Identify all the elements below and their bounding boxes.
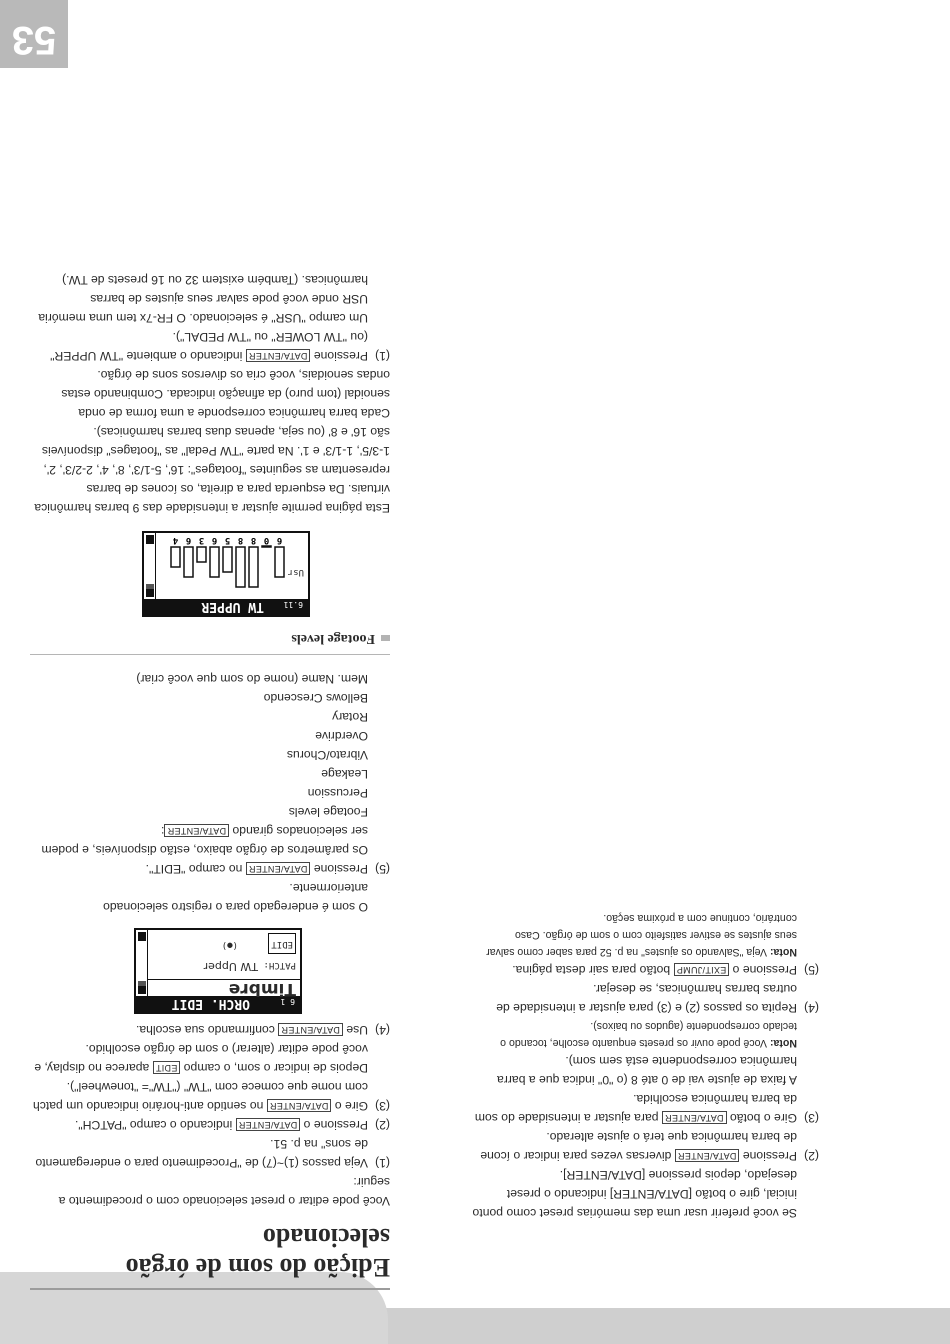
left-step-5 — [468, 960, 819, 979]
step-3-note — [468, 1017, 819, 1051]
step-text: Repita os passos (2) e (3) para ajustar a intensidade de outras barras harmônicas, se desejar. — [496, 982, 797, 1015]
right-step-1 — [30, 1134, 390, 1172]
step-text: diversas vezes para indicar o ícone de barra harmônica que terá o ajuste alterado. — [480, 1130, 797, 1163]
drawbar-level: 0 — [263, 535, 270, 545]
drawbar — [223, 547, 232, 572]
drawbar-level: 8 — [237, 535, 244, 545]
scroll-thumb — [146, 584, 154, 589]
data-enter-key: DATA/ENTER — [246, 349, 311, 362]
step-text: aparece no display, e você pode editar (alterar) o som de órgão escolhido. — [34, 1042, 368, 1075]
footage-body-2: Cada barra harmônica corresponde a uma forma de onda senoidal (tom puro) da afinação indicada. Combinando estas ondas senoidais, você cria os diversos sons de órgão. — [61, 368, 390, 420]
edit-key: EDIT — [153, 1061, 181, 1074]
param-item: Vibrato/Chorus — [286, 748, 368, 762]
scroll-thumb — [138, 981, 146, 986]
step-4-result: O som é enderegado para o registro selecionado anteriormente. — [103, 881, 368, 914]
data-enter-key: DATA/ENTER — [662, 1111, 727, 1124]
param-list — [30, 669, 390, 821]
lcd-title-bar — [144, 599, 308, 615]
lcd-edit-field: EDIT — [268, 933, 296, 954]
step-text: botão para sair desta página. — [512, 963, 671, 977]
step-text: Pressione — [313, 862, 368, 876]
data-enter-key: DATA/ENTER — [278, 1023, 343, 1036]
footage-step-1 — [30, 327, 390, 365]
step-number: (4) — [375, 1023, 390, 1037]
step-text: para ajustar a intensidade do som da barra harmônica escolhida. — [474, 1092, 797, 1125]
step-number: (5) — [375, 862, 390, 876]
drawbar-level: 8 — [250, 535, 257, 545]
right-step-5 — [30, 859, 390, 878]
step-number: (5) — [804, 963, 819, 977]
param-item: Footage levels — [288, 805, 368, 819]
page-number: 53 — [11, 18, 57, 62]
drawbar-level: 4 — [172, 535, 179, 545]
subsection-rule — [30, 654, 390, 655]
lcd-code: 6 1 — [280, 997, 295, 1006]
section-intro: Você pode editar o preset selecionado com o procedimento a seguir: — [58, 1175, 390, 1208]
drawbar-level: 6 — [185, 535, 192, 545]
left-step-3 — [468, 1089, 819, 1127]
drawbar — [210, 547, 219, 577]
exit-jump-key: EXIT/JUMP — [674, 963, 730, 976]
left-step-4 — [468, 979, 819, 1017]
left-step-2 — [468, 1127, 819, 1165]
step-text: confirmando sua escolha. — [135, 1023, 275, 1037]
lcd-field-label: PATCH: — [263, 960, 296, 970]
step-text: indicando o ambiente "TW UPPER" (ou "TW LOWER" ou "TW PEDAL"). — [50, 330, 368, 363]
step-number: (3) — [375, 1099, 390, 1113]
right-step-4 — [30, 1020, 390, 1039]
subsection-title: Footage levels — [291, 631, 375, 646]
drawbar — [197, 547, 206, 562]
drawbar-level: 6 — [276, 535, 283, 545]
left-column — [468, 909, 819, 1222]
data-enter-key: DATA/ENTER — [675, 1149, 740, 1162]
lcd-scrollbar — [136, 930, 148, 996]
drawbar — [262, 546, 271, 547]
step-text: no campo "EDIT". — [145, 862, 243, 876]
param-item: Rotary — [332, 710, 368, 724]
param-item: Mem. Name (nome do som que você criar) — [136, 672, 368, 686]
drawbar — [249, 547, 258, 587]
step-text: indicando o campo "PATCH". — [74, 1118, 233, 1132]
step-number: (1) — [375, 1156, 390, 1170]
data-enter-key: DATA/ENTER — [236, 1118, 301, 1131]
drawbar — [171, 547, 180, 567]
drawbar-level: 3 — [198, 535, 205, 545]
step-text: Gire o botão — [729, 1111, 797, 1125]
lcd-title: ORCH. EDIT — [171, 996, 250, 1011]
lcd-tw-upper — [142, 531, 310, 617]
drawbar — [184, 547, 193, 577]
drawbar-level: 5 — [224, 535, 231, 545]
step-text: Pressione — [742, 1149, 797, 1163]
step-text: Os parâmetros de órgão abaixo, estão disponíveis, e podem ser selecionados girando — [41, 824, 368, 857]
step-text: Pressione o — [303, 1118, 368, 1132]
step-3-detail — [30, 1039, 390, 1077]
footage-step-1-detail: Um campo "USR" é selecionado. O FR-7x tem uma memória USR onde você pode salvar seus ajustes de barras harmônicas. (Também existem 32 ou 16 presets de TW.) — [38, 273, 368, 325]
param-item: Bellows Crescendo — [263, 691, 368, 705]
data-enter-key: DATA/ENTER — [164, 824, 229, 837]
param-intro — [30, 821, 390, 859]
footage-body-1: Esta página permite ajustar a intensidade das 9 barras harmônica virtuais. Da esquerda para a direita, os ícones de barras representam as seguintes "footages": 16', 5-1/3', 8', 4', 2-2/3', 2', 1-3/5', 1-1/3' e 1'. Na parte "TW Pedal" as "footages" disponíveis são 16' e 8' (ou seja, apenas duas barras harmônicas). — [34, 425, 390, 515]
lcd-code: 6.11 — [283, 600, 303, 609]
lcd-big-text: Timbre — [228, 979, 296, 999]
drawbar-graph — [156, 535, 288, 597]
lcd-orch-edit — [134, 928, 302, 1014]
lcd-scrollbar — [144, 533, 156, 599]
title-rule — [30, 1288, 390, 1290]
param-item: Overdrive — [315, 729, 368, 743]
subsection-heading — [30, 629, 390, 648]
heading-marker — [381, 635, 390, 641]
scroll-arrow-up — [138, 985, 146, 994]
right-step-3 — [30, 1077, 390, 1115]
step-text: no sentido anti-horário indicando um patch com nome que comece com "TW" ("TW"= "tonewheel"). — [32, 1080, 368, 1113]
step-text: Gire o — [334, 1099, 368, 1113]
note-label: Nota: — [769, 946, 797, 958]
note-label: Nota: — [769, 1037, 797, 1049]
drawbar — [236, 547, 245, 587]
scroll-arrow-up — [146, 588, 154, 597]
save-note — [468, 909, 819, 960]
right-column — [30, 270, 390, 1290]
scroll-arrow-down — [138, 932, 146, 941]
section-title: Edição do som de órgão selecionado — [125, 1223, 390, 1282]
lcd-field-value: TW Upper — [203, 960, 258, 973]
intro-preset — [468, 1165, 819, 1222]
step-3-range: A faixa de ajuste vai de 0 até 8 (o "0" indica que a barra harmônica correspondente está sem som). — [497, 1054, 797, 1087]
step-text: : — [161, 824, 165, 838]
data-enter-key: DATA/ENTER — [267, 1099, 332, 1112]
step-text: Use — [346, 1023, 368, 1037]
lcd-marker: (●) — [221, 940, 238, 950]
note-text: Veja "Salvando os ajustes" na p. 52 para saber como salvar seus ajustes se estiver satisfeito com o som de órgão. Caso contrário, continue com a próxima seção. — [486, 912, 797, 958]
step-text: Veja passos (1)~(7) de "Procedimento para o enderegamento de sons" na p. 51. — [35, 1137, 368, 1170]
lcd-title: TW UPPER — [201, 599, 264, 614]
right-step-2 — [30, 1115, 390, 1134]
step-text: Depois de indicar o som, o campo — [183, 1061, 368, 1075]
param-item: Percussion — [307, 786, 368, 800]
note-text: Você pode ouvir os presets enquanto escolhe, tocando o teclado correspondente (agudos ou baixos). — [500, 1020, 797, 1049]
param-item: Leakage — [321, 767, 368, 781]
lcd-usr-label: Usr — [287, 567, 304, 577]
scroll-arrow-down — [146, 535, 154, 544]
step-text: Pressione — [313, 349, 368, 363]
step-number: (4) — [804, 1001, 819, 1015]
step-number: (3) — [804, 1111, 819, 1125]
step-text: Pressione o — [732, 963, 797, 977]
data-enter-key: DATA/ENTER — [246, 862, 311, 875]
step-number: (2) — [804, 1149, 819, 1163]
step-number: (2) — [375, 1118, 390, 1132]
drawbar — [275, 547, 284, 577]
drawbar-level: 6 — [211, 535, 218, 545]
intro-preset-text: Se você preferir usar uma das memórias preset como ponto inicial, gire o botão [DATA/ENTER] indicando o preset desejado, depois pressione [DATA/ENTER]. — [472, 1168, 797, 1220]
step-number: (1) — [375, 349, 390, 363]
